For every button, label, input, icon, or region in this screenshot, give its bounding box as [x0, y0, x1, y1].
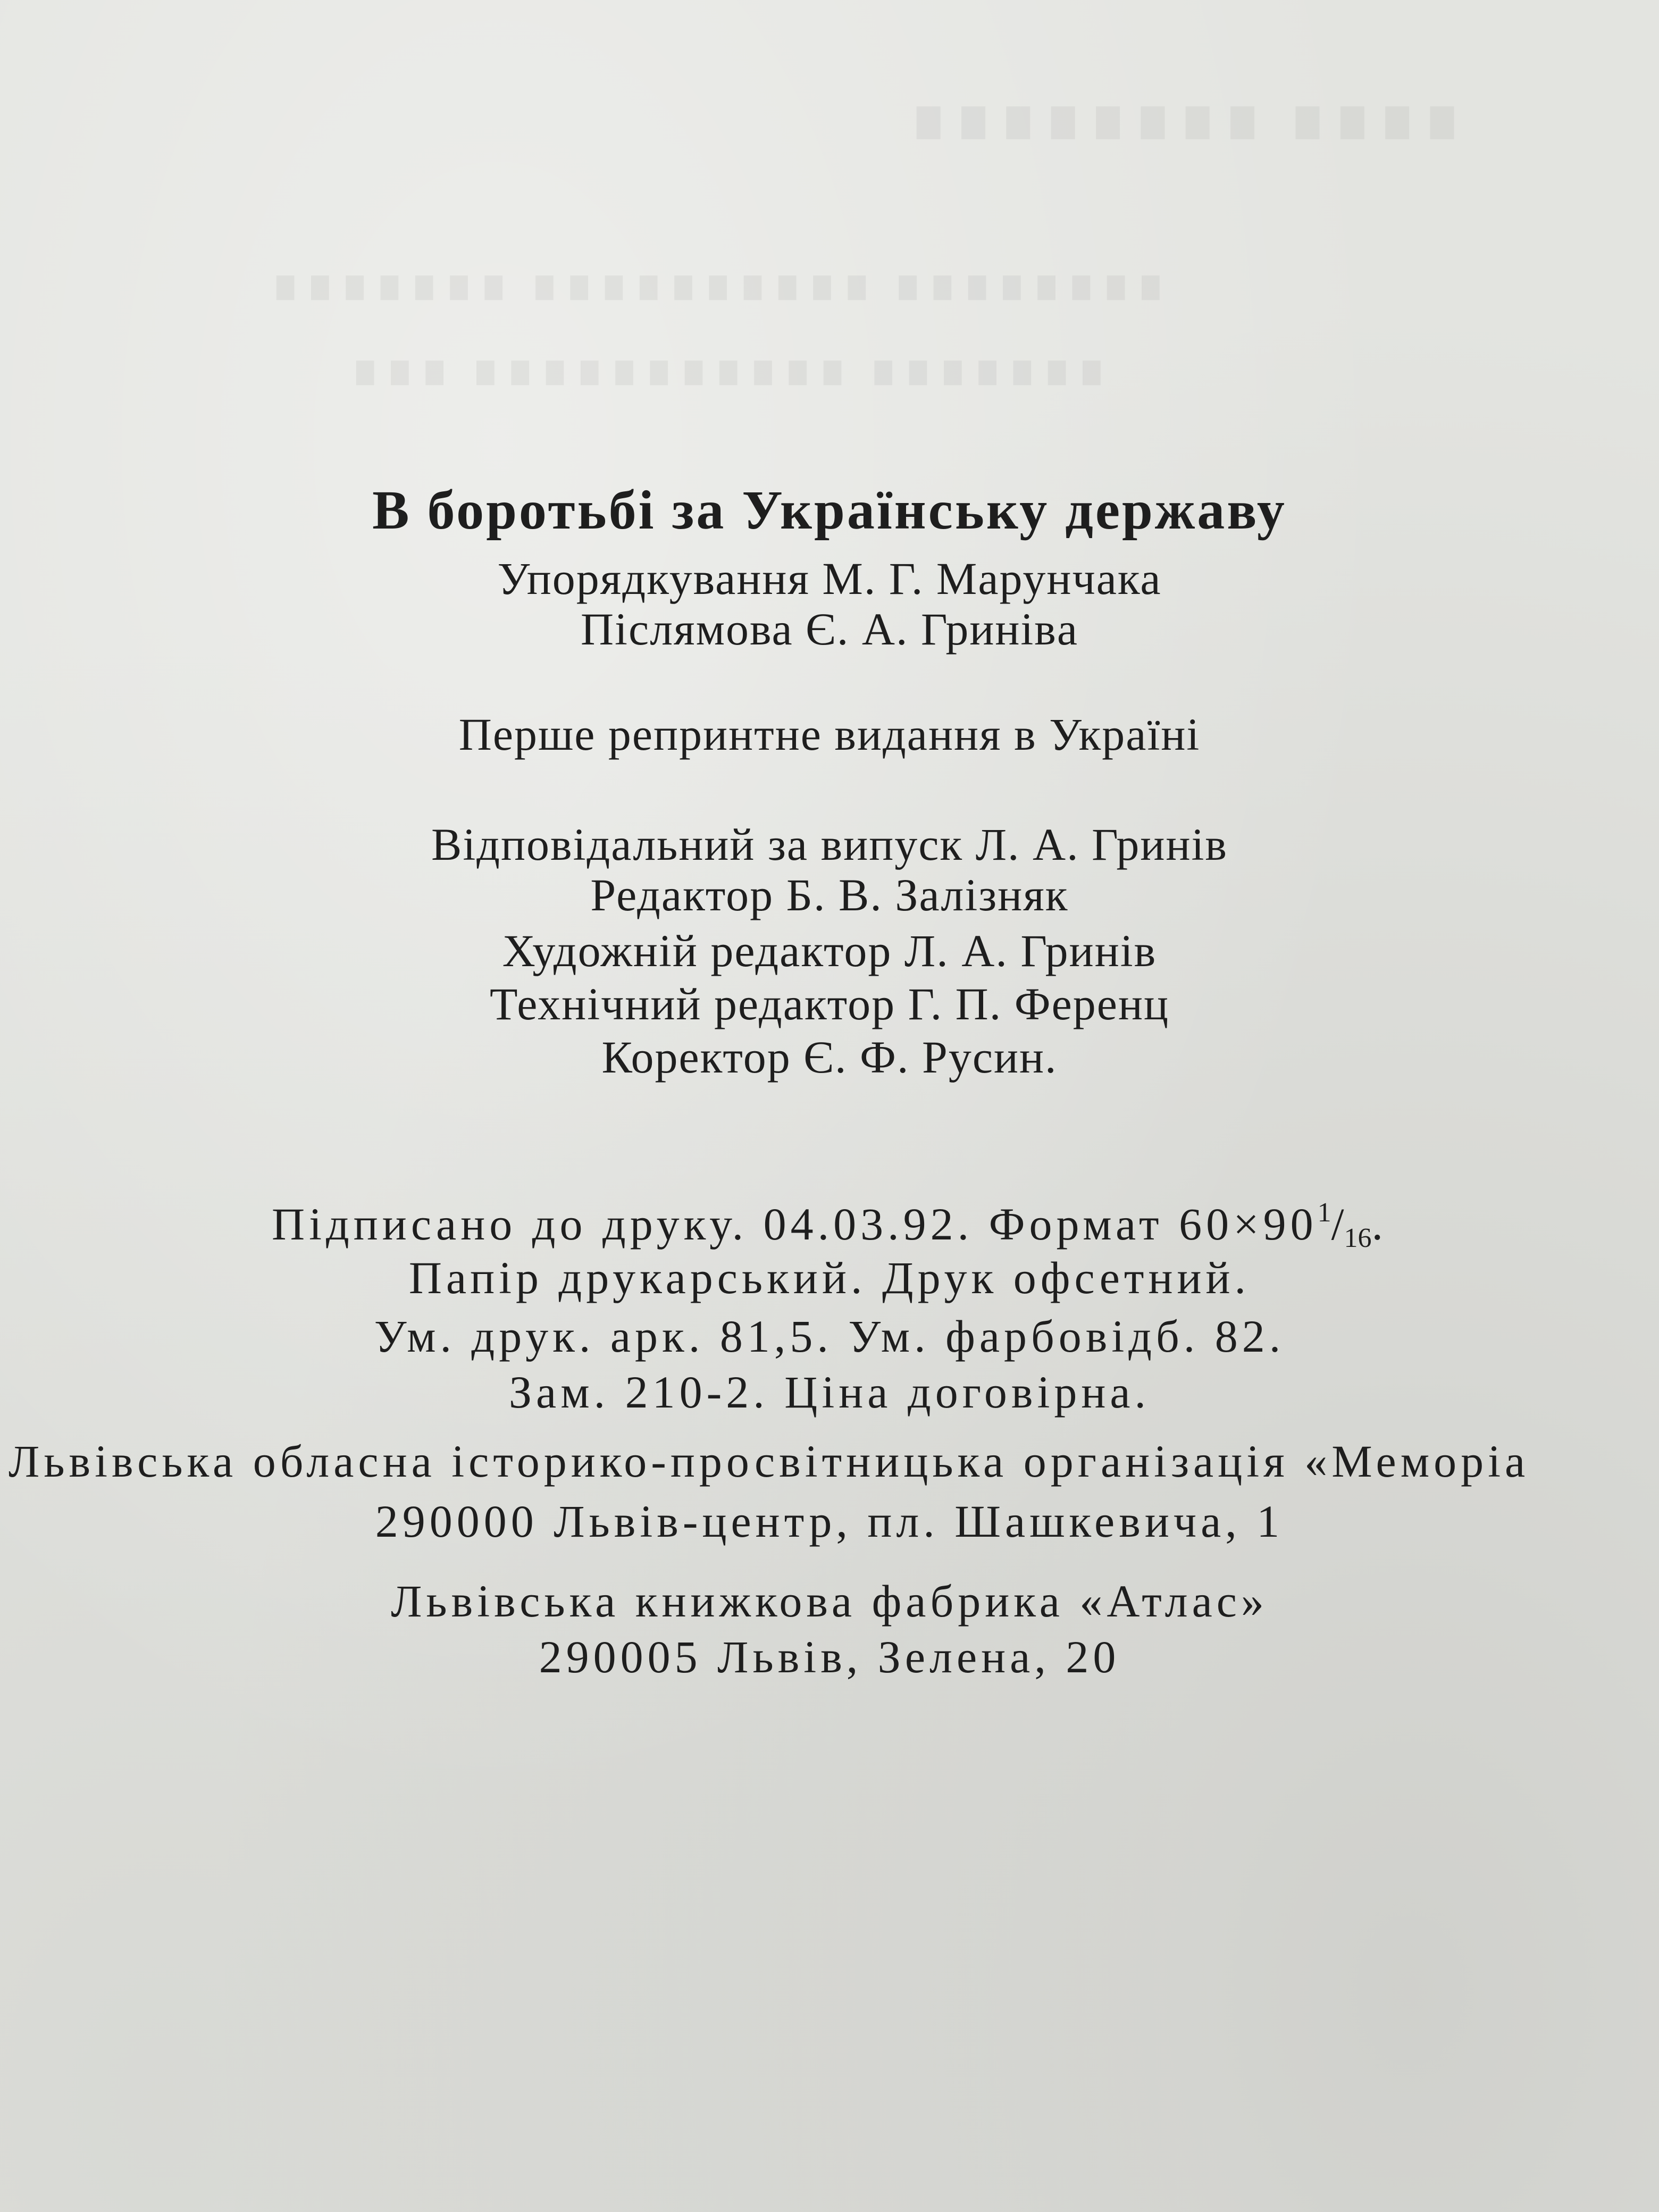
imprint-signed-line — [0, 1199, 1659, 1252]
credit-proofreader: Коректор Є. Ф. Русин. — [601, 1032, 1058, 1083]
show-through-text: ∎∎∎∎ ∎∎∎∎∎∎∎∎ — [904, 81, 1463, 152]
edition-line: Перше репринтне видання в Україні — [458, 709, 1201, 760]
credit-technical-editor: Технічний редактор Г. П. Ференц — [489, 978, 1170, 1029]
compiler-line: Упорядкування М. Г. Марунчака — [497, 553, 1162, 604]
book-title: В боротьбі за Українську державу — [372, 480, 1287, 541]
imprint-sheets-line: Ум. друк. арк. 81,5. Ум. фарбовідб. 82. — [374, 1311, 1285, 1362]
imprint-order-line: Зам. 210-2. Ціна договірна. — [508, 1367, 1151, 1418]
publisher-name: Львівська обласна історико-просвітницька організація «Меморіа — [9, 1436, 1530, 1487]
format-numerator: 1 — [1317, 1197, 1331, 1228]
imprint-paper-line: Папір друкарський. Друк офсетний. — [408, 1252, 1251, 1303]
format-end: . — [1371, 1199, 1387, 1250]
credit-editor: Редактор Б. В. Залізняк — [590, 869, 1069, 920]
imprint-signed-text: Підписано до друку. 04.03.92. Формат 60×90 — [272, 1199, 1318, 1250]
printer-address: 290005 Львів, Зелена, 20 — [539, 1631, 1120, 1682]
show-through-text: ∎∎∎∎∎∎∎∎ ∎∎∎∎∎∎∎∎∎∎ ∎∎∎∎∎∎∎ — [266, 257, 1166, 310]
format-separator: / — [1331, 1199, 1344, 1250]
afterword-line: Післямова Є. А. Гринівa — [580, 604, 1079, 655]
format-denominator: 16 — [1344, 1223, 1372, 1253]
credit-responsible: Відповідальний за випуск Л. А. Гринів — [431, 819, 1228, 870]
credit-art-editor: Художній редактор Л. А. Гринів — [502, 925, 1157, 976]
printer-name: Львівська книжкова фабрика «Атлас» — [391, 1576, 1268, 1627]
publisher-address: 290000 Львів-центр, пл. Шашкевича, 1 — [375, 1496, 1284, 1547]
show-through-text: ∎∎∎∎∎∎∎ ∎∎∎∎∎∎∎∎∎∎∎ ∎∎∎ — [346, 342, 1107, 395]
